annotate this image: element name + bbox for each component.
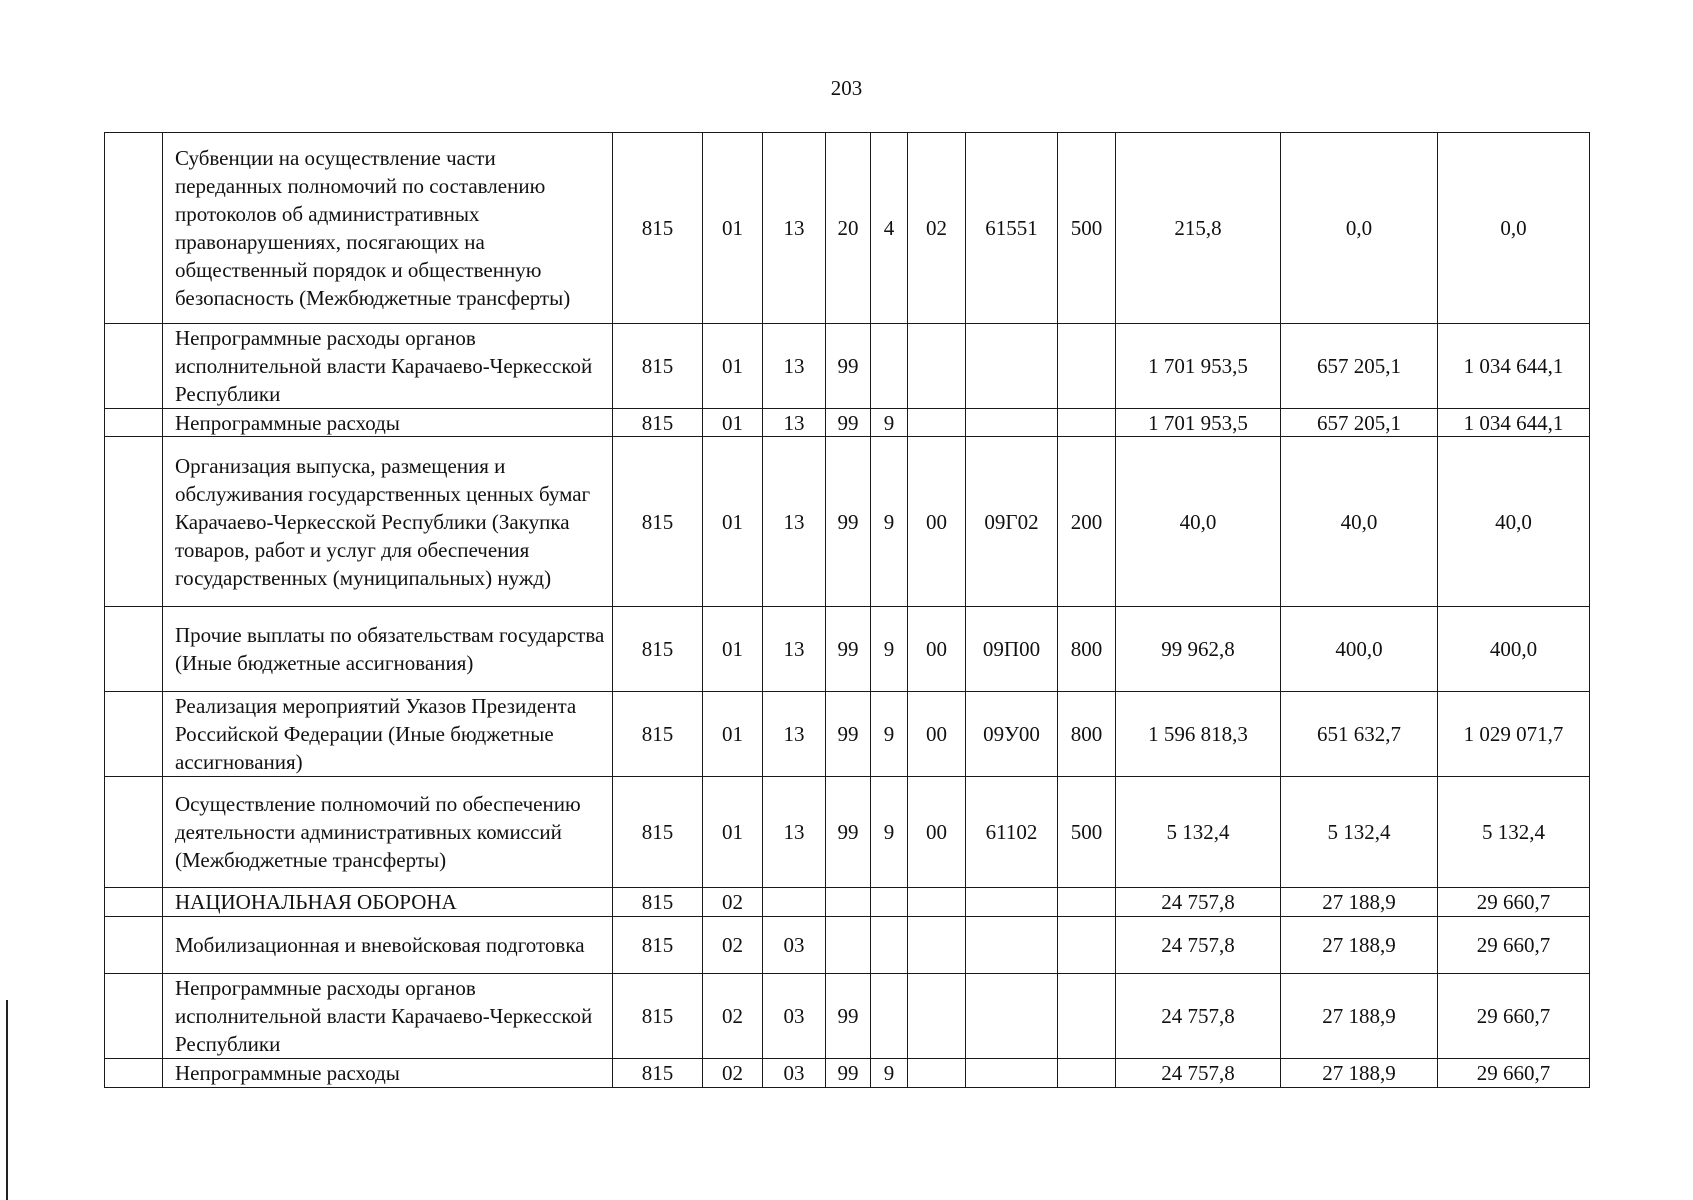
- cell-c2: 01: [703, 437, 763, 607]
- cell-c5: [871, 917, 908, 974]
- row-index-cell: [105, 974, 163, 1059]
- cell-c4: 99: [826, 1059, 871, 1088]
- table-row: [105, 437, 1590, 607]
- cell-v3: 1 029 071,7: [1438, 692, 1590, 777]
- cell-c1: 815: [613, 974, 703, 1059]
- cell-v2: 40,0: [1281, 437, 1438, 607]
- row-name-cell: Мобилизационная и вневойсковая подготовка: [163, 917, 613, 974]
- cell-c6: [908, 974, 966, 1059]
- cell-c4: 99: [826, 324, 871, 409]
- cell-c4: 99: [826, 409, 871, 437]
- cell-c8: 800: [1058, 607, 1116, 692]
- row-name-cell: Прочие выплаты по обязательствам государства (Иные бюджетные ассигнования): [163, 607, 613, 692]
- row-name-cell: Организация выпуска, размещения и обслуживания государственных ценных бумаг Карачаево-Черкесской Республики (Закупка товаров, работ и услуг для обеспечения государственных (муниципальных) нужд): [163, 437, 613, 607]
- cell-c4: 99: [826, 607, 871, 692]
- cell-c3: 13: [763, 437, 826, 607]
- cell-v1: 5 132,4: [1116, 777, 1281, 888]
- cell-c7: [966, 409, 1058, 437]
- cell-v2: 0,0: [1281, 133, 1438, 324]
- cell-c3: 13: [763, 409, 826, 437]
- cell-c6: [908, 324, 966, 409]
- cell-c6: 00: [908, 692, 966, 777]
- cell-c4: 99: [826, 777, 871, 888]
- cell-c2: 01: [703, 777, 763, 888]
- cell-c3: 13: [763, 777, 826, 888]
- row-index-cell: [105, 133, 163, 324]
- row-index-cell: [105, 692, 163, 777]
- cell-c7: 09Г02: [966, 437, 1058, 607]
- row-index-cell: [105, 409, 163, 437]
- row-name-cell: НАЦИОНАЛЬНАЯ ОБОРОНА: [163, 888, 613, 917]
- cell-v2: 27 188,9: [1281, 1059, 1438, 1088]
- table-row: [105, 917, 1590, 974]
- cell-c7: [966, 888, 1058, 917]
- cell-v3: 0,0: [1438, 133, 1590, 324]
- cell-c1: 815: [613, 324, 703, 409]
- cell-c3: [763, 888, 826, 917]
- cell-c3: 03: [763, 1059, 826, 1088]
- cell-c1: 815: [613, 133, 703, 324]
- row-index-cell: [105, 917, 163, 974]
- cell-v3: 1 034 644,1: [1438, 324, 1590, 409]
- cell-c8: [1058, 324, 1116, 409]
- cell-v3: 400,0: [1438, 607, 1590, 692]
- cell-c6: 00: [908, 607, 966, 692]
- cell-v2: 651 632,7: [1281, 692, 1438, 777]
- table-row: [105, 409, 1590, 437]
- cell-c5: 9: [871, 607, 908, 692]
- table-row: [105, 692, 1590, 777]
- cell-c7: 09П00: [966, 607, 1058, 692]
- cell-c8: [1058, 1059, 1116, 1088]
- cell-c8: 800: [1058, 692, 1116, 777]
- cell-c1: 815: [613, 409, 703, 437]
- cell-c5: 9: [871, 1059, 908, 1088]
- cell-c7: 09У00: [966, 692, 1058, 777]
- cell-c2: 01: [703, 607, 763, 692]
- cell-c3: 03: [763, 974, 826, 1059]
- cell-c1: 815: [613, 1059, 703, 1088]
- cell-v1: 24 757,8: [1116, 917, 1281, 974]
- cell-v1: 1 701 953,5: [1116, 409, 1281, 437]
- cell-v2: 657 205,1: [1281, 409, 1438, 437]
- cell-c1: 815: [613, 888, 703, 917]
- cell-c3: 13: [763, 324, 826, 409]
- table-row: [105, 607, 1590, 692]
- cell-c7: 61102: [966, 777, 1058, 888]
- cell-c2: 01: [703, 324, 763, 409]
- cell-c5: 9: [871, 409, 908, 437]
- cell-c4: 20: [826, 133, 871, 324]
- cell-c7: [966, 1059, 1058, 1088]
- cell-v3: 29 660,7: [1438, 888, 1590, 917]
- row-name-cell: Реализация мероприятий Указов Президента Российской Федерации (Иные бюджетные ассигнования): [163, 692, 613, 777]
- table-row: [105, 133, 1590, 324]
- cell-v3: 29 660,7: [1438, 974, 1590, 1059]
- cell-c2: 02: [703, 917, 763, 974]
- cell-c5: [871, 324, 908, 409]
- table-row: [105, 777, 1590, 888]
- cell-c3: 03: [763, 917, 826, 974]
- cell-v1: 24 757,8: [1116, 888, 1281, 917]
- cell-c1: 815: [613, 692, 703, 777]
- cell-v2: 27 188,9: [1281, 974, 1438, 1059]
- row-name-cell: Непрограммные расходы органов исполнительной власти Карачаево-Черкесской Республики: [163, 974, 613, 1059]
- row-index-cell: [105, 324, 163, 409]
- cell-c4: 99: [826, 437, 871, 607]
- cell-c8: 500: [1058, 133, 1116, 324]
- cell-c5: 9: [871, 437, 908, 607]
- cell-c6: [908, 409, 966, 437]
- cell-v3: 40,0: [1438, 437, 1590, 607]
- cell-c1: 815: [613, 777, 703, 888]
- cell-c4: 99: [826, 692, 871, 777]
- table-row: [105, 974, 1590, 1059]
- cell-c6: 02: [908, 133, 966, 324]
- cell-c8: [1058, 917, 1116, 974]
- cell-v3: 1 034 644,1: [1438, 409, 1590, 437]
- cell-c6: [908, 917, 966, 974]
- cell-c7: [966, 324, 1058, 409]
- cell-v1: 1 596 818,3: [1116, 692, 1281, 777]
- cell-c6: [908, 1059, 966, 1088]
- cell-c8: [1058, 888, 1116, 917]
- cell-c5: 4: [871, 133, 908, 324]
- cell-v3: 5 132,4: [1438, 777, 1590, 888]
- cell-v2: 27 188,9: [1281, 888, 1438, 917]
- cell-c1: 815: [613, 917, 703, 974]
- cell-c2: 02: [703, 1059, 763, 1088]
- table-row: [105, 324, 1590, 409]
- cell-c7: [966, 974, 1058, 1059]
- cell-c2: 02: [703, 974, 763, 1059]
- cell-v3: 29 660,7: [1438, 1059, 1590, 1088]
- cell-c1: 815: [613, 607, 703, 692]
- cell-c3: 13: [763, 133, 826, 324]
- row-name-cell: Непрограммные расходы органов исполнительной власти Карачаево-Черкесской Республики: [163, 324, 613, 409]
- cell-c2: 01: [703, 133, 763, 324]
- scan-edge-mark: [6, 1000, 8, 1200]
- table-row: [105, 888, 1590, 917]
- cell-v2: 657 205,1: [1281, 324, 1438, 409]
- row-index-cell: [105, 1059, 163, 1088]
- cell-v1: 40,0: [1116, 437, 1281, 607]
- cell-c8: 200: [1058, 437, 1116, 607]
- cell-c4: [826, 917, 871, 974]
- cell-c7: [966, 917, 1058, 974]
- cell-c6: 00: [908, 777, 966, 888]
- cell-v1: 99 962,8: [1116, 607, 1281, 692]
- cell-v1: 24 757,8: [1116, 1059, 1281, 1088]
- cell-c6: [908, 888, 966, 917]
- cell-v2: 400,0: [1281, 607, 1438, 692]
- cell-c5: 9: [871, 692, 908, 777]
- cell-c8: [1058, 409, 1116, 437]
- row-index-cell: [105, 607, 163, 692]
- row-index-cell: [105, 888, 163, 917]
- cell-c8: 500: [1058, 777, 1116, 888]
- row-name-cell: Непрограммные расходы: [163, 1059, 613, 1088]
- cell-c2: 01: [703, 692, 763, 777]
- cell-c1: 815: [613, 437, 703, 607]
- cell-v2: 27 188,9: [1281, 917, 1438, 974]
- row-index-cell: [105, 437, 163, 607]
- cell-v2: 5 132,4: [1281, 777, 1438, 888]
- row-name-cell: Непрограммные расходы: [163, 409, 613, 437]
- cell-c5: 9: [871, 777, 908, 888]
- cell-c5: [871, 974, 908, 1059]
- budget-table: [104, 132, 1590, 1088]
- cell-c5: [871, 888, 908, 917]
- cell-v1: 215,8: [1116, 133, 1281, 324]
- cell-v3: 29 660,7: [1438, 917, 1590, 974]
- cell-v1: 1 701 953,5: [1116, 324, 1281, 409]
- cell-c4: 99: [826, 974, 871, 1059]
- cell-c4: [826, 888, 871, 917]
- cell-c6: 00: [908, 437, 966, 607]
- row-index-cell: [105, 777, 163, 888]
- cell-c8: [1058, 974, 1116, 1059]
- cell-c7: 61551: [966, 133, 1058, 324]
- table-row: [105, 1059, 1590, 1088]
- row-name-cell: Осуществление полномочий по обеспечению деятельности административных комиссий (Межбюджетные трансферты): [163, 777, 613, 888]
- cell-c2: 02: [703, 888, 763, 917]
- cell-v1: 24 757,8: [1116, 974, 1281, 1059]
- cell-c3: 13: [763, 692, 826, 777]
- cell-c2: 01: [703, 409, 763, 437]
- row-name-cell: Субвенции на осуществление части переданных полномочий по составлению протоколов об административных правонарушениях, посягающих на общественный порядок и общественную безопасность (Межбюджетные трансферты): [163, 133, 613, 324]
- cell-c3: 13: [763, 607, 826, 692]
- page-number: 203: [830, 76, 863, 100]
